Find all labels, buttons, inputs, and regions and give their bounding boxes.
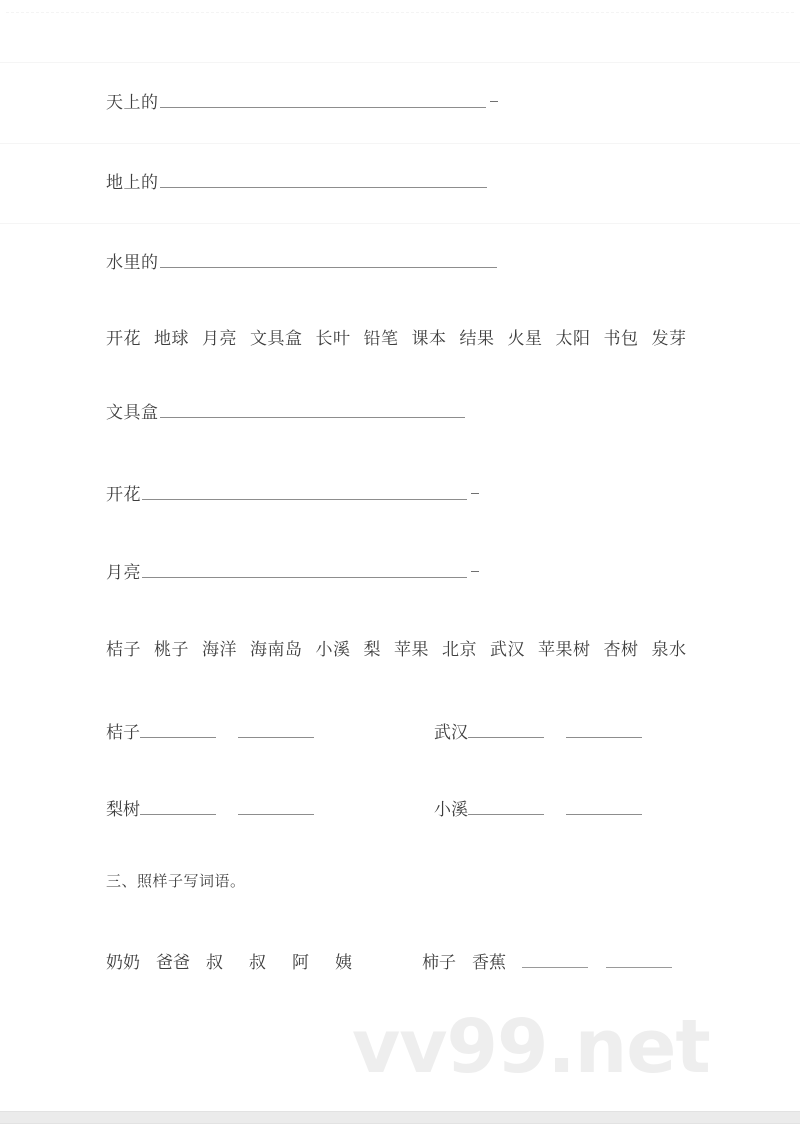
fill-in-cue: 地上的 <box>106 173 159 193</box>
word-bank-item: 苹果树 <box>538 640 591 660</box>
pair-cue: 小溪 <box>434 800 468 820</box>
fill-in-row <box>106 480 479 505</box>
answer-blank[interactable] <box>140 799 216 815</box>
fill-in-cue: 开花 <box>106 485 141 505</box>
word-bank-item: 发芽 <box>651 329 687 349</box>
word-bank-item: 桃子 <box>154 640 189 660</box>
word-bank-item: 地球 <box>154 329 189 349</box>
site-watermark: vv99.net <box>352 1004 710 1090</box>
fill-in-row <box>106 168 487 193</box>
word-bank-item: 小溪 <box>315 640 351 660</box>
answer-blank[interactable] <box>160 172 487 188</box>
word-bank-item: 火星 <box>507 329 543 349</box>
word-bank-item: 铅笔 <box>363 329 399 349</box>
answer-blank[interactable] <box>238 722 314 738</box>
answer-blank[interactable] <box>160 402 465 418</box>
pair-cell-left <box>106 795 314 820</box>
word-bank-1 <box>106 324 687 349</box>
answer-blank[interactable] <box>142 562 467 578</box>
pair-cue: 梨树 <box>106 800 140 820</box>
word-bank-item: 书包 <box>603 329 639 349</box>
example-token: 叔 <box>249 953 266 973</box>
word-bank-item: 太阳 <box>555 329 591 349</box>
fill-in-row <box>106 558 479 583</box>
pair-cell-right <box>434 718 642 743</box>
section-heading-three: 三、照样子写词语。 <box>106 872 246 890</box>
fill-in-cue: 水里的 <box>106 253 159 273</box>
answer-blank[interactable] <box>160 252 497 268</box>
fill-in-cue: 文具盒 <box>106 403 159 423</box>
word-bank-2 <box>106 635 687 660</box>
word-bank-item: 海南岛 <box>250 640 303 660</box>
word-bank-item: 梨 <box>363 640 381 660</box>
example-token: 香蕉 <box>472 953 506 973</box>
answer-blank[interactable] <box>140 722 216 738</box>
word-bank-item: 桔子 <box>106 640 141 660</box>
word-bank-item: 月亮 <box>202 329 237 349</box>
faint-rule-2 <box>0 223 800 224</box>
example-token: 叔 <box>206 953 223 973</box>
pair-cue: 武汉 <box>434 723 468 743</box>
word-bank-item: 课本 <box>411 329 447 349</box>
answer-blank[interactable] <box>160 92 486 108</box>
word-bank-item: 武汉 <box>490 640 525 660</box>
bottom-band-bottom-edge <box>0 1123 800 1124</box>
word-bank-item: 文具盒 <box>250 329 303 349</box>
fill-in-row <box>106 248 497 273</box>
trailing-dash <box>471 493 479 494</box>
pair-cell-left <box>106 718 314 743</box>
word-bank-item: 海洋 <box>202 640 237 660</box>
fill-in-cue: 月亮 <box>106 563 141 583</box>
example-token: 柿子 <box>422 953 456 973</box>
faint-rule-1 <box>0 143 800 144</box>
word-bank-item: 开花 <box>106 329 141 349</box>
fill-in-row <box>106 398 465 423</box>
answer-blank[interactable] <box>606 952 672 968</box>
example-token: 阿 <box>292 953 309 973</box>
word-bank-item: 长叶 <box>315 329 351 349</box>
top-dotted-rule <box>6 12 794 13</box>
word-bank-item: 泉水 <box>651 640 687 660</box>
word-bank-item: 结果 <box>459 329 495 349</box>
bottom-band <box>0 1112 800 1123</box>
fill-in-row <box>106 88 498 113</box>
fill-in-cue: 天上的 <box>106 93 159 113</box>
answer-blank[interactable] <box>238 799 314 815</box>
example-token: 奶奶 <box>106 953 140 973</box>
trailing-dash <box>471 571 479 572</box>
pair-cell-right <box>434 795 642 820</box>
answer-blank[interactable] <box>468 722 544 738</box>
example-token: 姨 <box>335 953 352 973</box>
example-row <box>106 948 672 973</box>
word-bank-item: 杏树 <box>603 640 639 660</box>
word-bank-item: 北京 <box>442 640 477 660</box>
pair-cue: 桔子 <box>106 723 140 743</box>
answer-blank[interactable] <box>522 952 588 968</box>
answer-blank[interactable] <box>566 799 642 815</box>
answer-blank[interactable] <box>566 722 642 738</box>
answer-blank[interactable] <box>468 799 544 815</box>
answer-blank[interactable] <box>142 484 467 500</box>
word-bank-item: 苹果 <box>394 640 429 660</box>
trailing-dash <box>490 101 498 102</box>
faint-rule-top <box>0 62 800 63</box>
example-token: 爸爸 <box>156 953 190 973</box>
